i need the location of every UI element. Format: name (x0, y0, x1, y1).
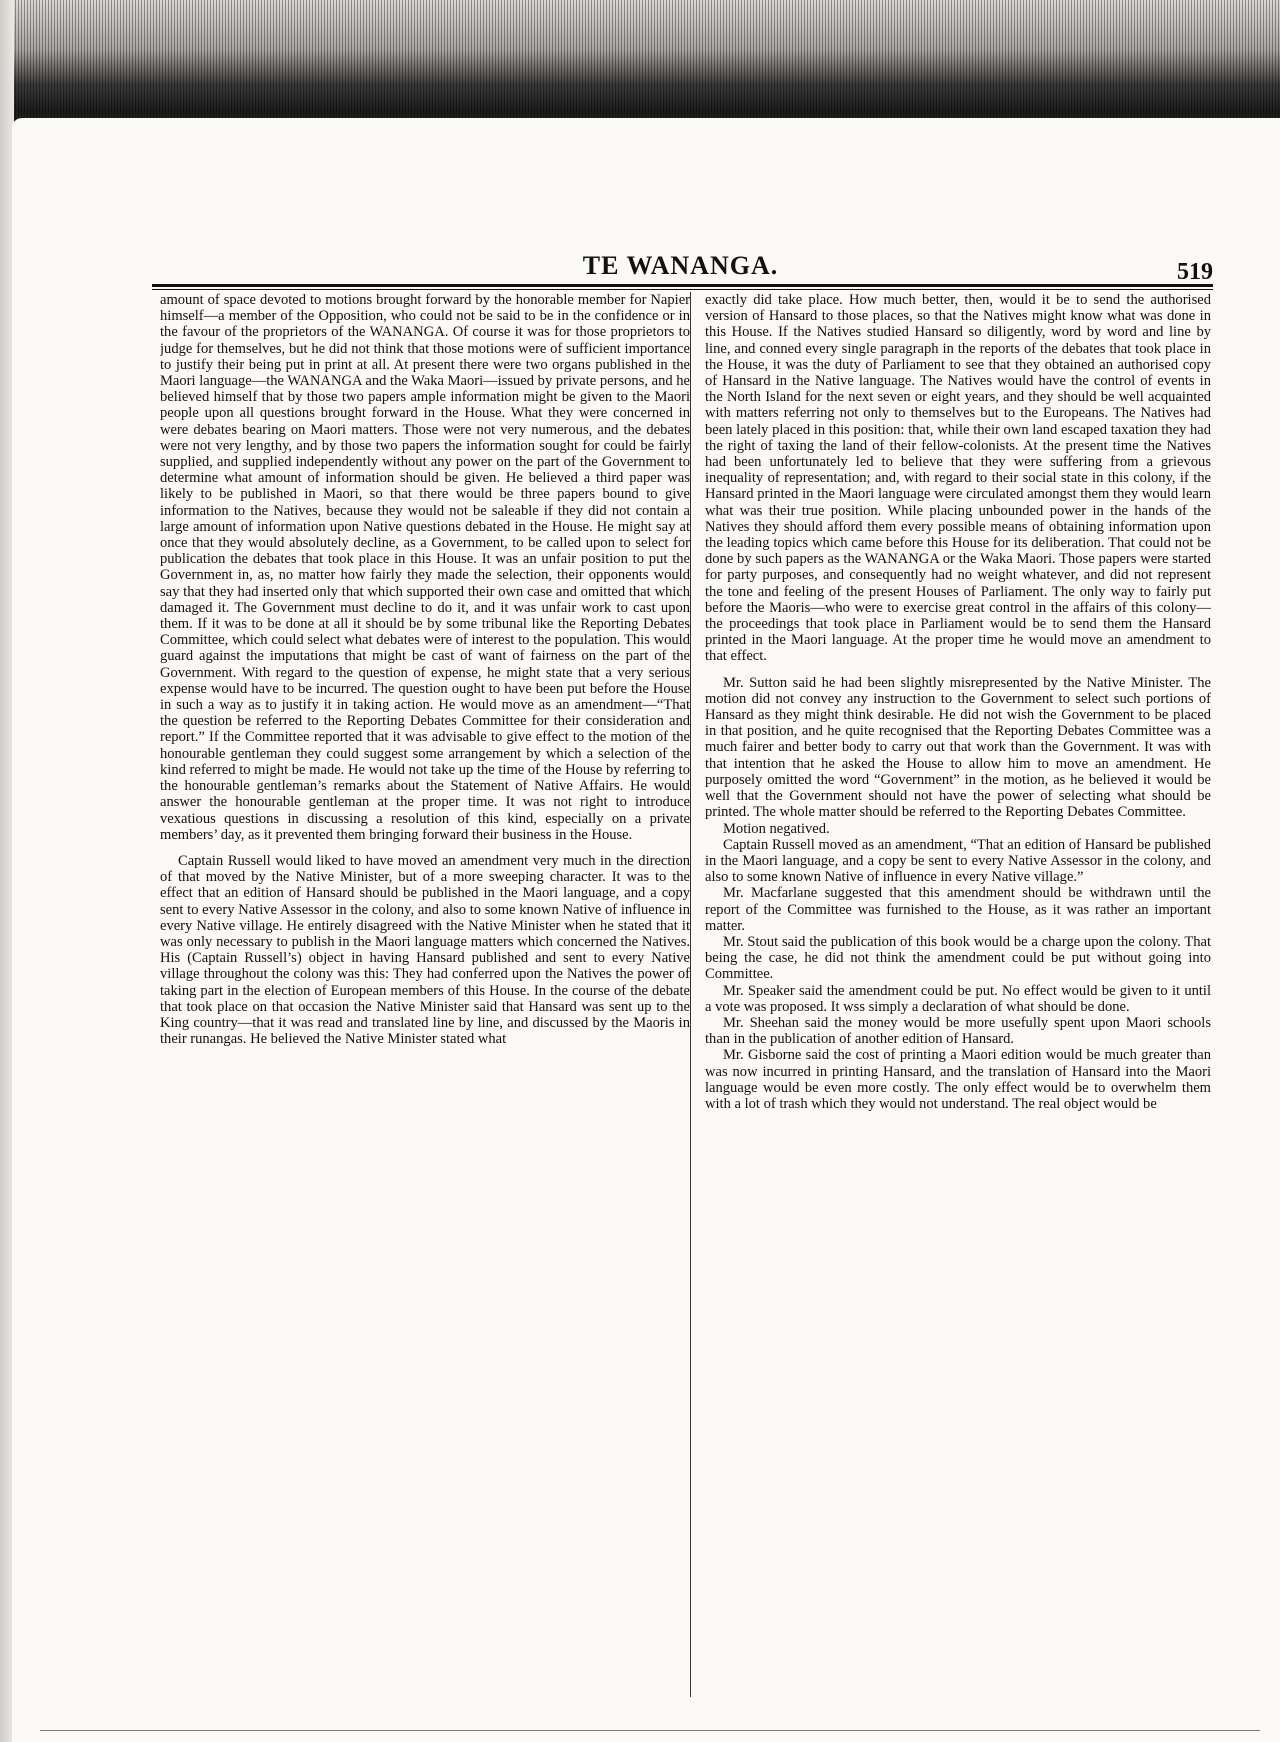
paragraph-mr-gisborne: Mr. Gisborne said the cost of printing a Maori edition would be much greater than was now incurred in printing Hansard, and the translation of Hansard into the Maori language would be even more costly. The only effect would be to overwhelm them with a lot of trash which they would not understand. The real object would be (705, 1047, 1211, 1112)
column-divider (690, 292, 691, 1697)
paragraph-russell-continued: exactly did take place. How much better, then, would it be to send the authorised version of Hansard to those places, so that the Natives might know what was done in this House. If the Natives studied Hansard so diligently, word by word and line by line, and conned every single paragraph in the reports of the debates that took place in the House, it was the duty of Parliament to see that they obtained an authorised copy of Hansard in the Native language. The Natives would have the control of events in the North Island for the next seven or eight years, and they should be well acquainted with matters referring not only to themselves but to the Europeans. The Natives had been lately placed in this position: that, while their own land escaped taxation they had the right of taxing the land of their fellow-colonists. At the present time the Natives had been unfortunately led to believe that they were suffering from a grievous inequality of representation; and, with regard to their social state in this colony, if the Hansard printed in the Maori language were circulated amongst them they would learn what was their true position. While placing unbounded power in the hands of the Natives they should afford them every possible means of obtaining information upon the leading topics which came before this House for its deliberation. That could not be done by such papers as the WANANGA or the Waka Maori. Those papers were started for party purposes, and consequently had no weight whatever, and did not represent the tone and feeling of the present Houses of Parliament. The only way to fairly put before the Maoris—who were to exercise great control in the affairs of this colony—the proceedings that took place in Parliament would be to send them the Hansard printed in the Maori language. At the proper time he would move an amendment to that effect. (705, 292, 1211, 665)
paragraph-russell-amendment: Captain Russell moved as an amendment, “That an edition of Hansard be published in the Maori language, and a copy be sent to every Native Assessor in the colony, and also to some known Native of influence in every Native village.” (705, 836, 1211, 886)
paragraph-mr-macfarlane: Mr. Macfarlane suggested that this amendment should be withdrawn until the report of the Committee was furnished to the House, as it was rather an important matter. (705, 885, 1211, 934)
paragraph-mr-sutton: Mr. Sutton said he had been slightly misrepresented by the Native Minister. The motion did not convey any instruction to the Government to select such portions of Hansard as they might think desirable. He did not wish the Government to be placed in that position, and he quite recognised that the Reporting Debates Committee was a much fairer and better body to carry out that work than the Government. It was with that intention that he asked the House to allow him to move an amendment. He purposely omitted the word “Government” in the motion, as he believed it would be well that the Government should not have the power of selecting what should be printed. The whole matter should be referred to the Reporting Debates Committee. (705, 674, 1211, 821)
footer-rule (40, 1730, 1260, 1731)
paragraph-mr-stout: Mr. Stout said the publication of this book would be a charge upon the colony. That being the case, he did not think the amendment could be put without going into Committee. (705, 933, 1211, 983)
page-number: 519 (1177, 259, 1213, 285)
masthead-title: TE WANANGA. (582, 251, 779, 280)
paragraph-mr-speaker: Mr. Speaker said the amendment could be put. No effect would be given to it until a vote was proposed. It wss simply a declaration of what should be done. (705, 982, 1211, 1015)
paragraph-minister-continued: amount of space devoted to motions brought forward by the honorable member for Napier himself—a member of the Opposition, who could not be said to be in the confidence or in the favour of the proprietors of the WANANGA. Of course it was for those proprietors to judge for themselves, but he did not think that those motions were of sufficient importance to justify their being put in print at all. At present there were two organs published in the Maori language—the WANANGA and the Waka Maori—issued by private persons, and he believed himself that by those two papers ample information might be given to the Maori people upon all questions brought forward in the House. What they were concerned in were debates bearing on Maori matters. Those were not very numerous, and the debates were not very lengthy, and by those two papers the information sought for could be fairly supplied, and supplied independently without any power on the part of the Government to determine what amount of information should be given. He believed a third paper was likely to be published in Maori, so that there would be three papers bound to give information to the Natives, because they would not be saleable if they did not contain a large amount of information upon Native questions debated in the House. He might say at once that they would absolutely decline, as a Government, to be called upon to select for publication the debates that took place in this House. It was an unfair position to put the Government in, as, no matter how fairly they made the selection, their opponents would say that they had inserted only that which supported their own case and omitted that which damaged it. The Government must decline to do it, and it was unfair work to cast upon them. If it was to be done at all it should be by some tribunal like the Reporting Debates Committee, which could select what debates were of interest to the population. This would guard against the imputations that might be cast of want of fairness on the part of the Government. With regard to the question of expense, he might state that a very serious expense would have to be incurred. The question ought to have been put before the House in such a way as to justify it in taking action. He would move as an amendment—“That the question be referred to the Reporting Debates Committee for their consideration and report.” If the Committee reported that it was advisable to give effect to the motion of the honourable gentleman they could suggest some arrangement by which a selection of the kind referred to might be made. He would not take up the time of the House by referring to the honourable gentleman’s remarks about the Statement of Native Affairs. He would answer the honourable gentleman at the proper time. It was not right to introduce vexatious questions in discussing a resolution of this kind, especially on a private members’ day, as it prevented them bringing forward their business in the House. (160, 292, 690, 843)
paragraph-motion-negatived: Motion negatived. (723, 820, 830, 837)
left-column (160, 292, 690, 1697)
paragraph-captain-russell: Captain Russell would liked to have moved an amendment very much in the direction of that moved by the Native Minister, but of a more sweeping character. It was to the effect that an edition of Hansard should be published in the Maori language, and a copy sent to every Native Assessor in the colony, and also to some known Native of influence in every Native village. He entirely disagreed with the Native Minister when he stated that it was only necessary to publish in the Maori language matters which concerned the Natives. His (Captain Russell’s) object in having Hansard published and sent to every Native village throughout the colony was this: They had conferred upon the Natives the power of taking part in the election of European members of this House. In the course of the debate that took place on that occasion the Native Minister said that Hansard was sent up to the King country—that it was read and translated line by line, and discussed by the Maoris in their runangas. He believed the Native Minister stated what (160, 852, 690, 1048)
right-column (705, 292, 1211, 1697)
paragraph-mr-sheehan: Mr. Sheehan said the money would be more usefully spent upon Maori schools than in the publication of another edition of Hansard. (705, 1014, 1211, 1048)
header-rule (152, 284, 1213, 290)
